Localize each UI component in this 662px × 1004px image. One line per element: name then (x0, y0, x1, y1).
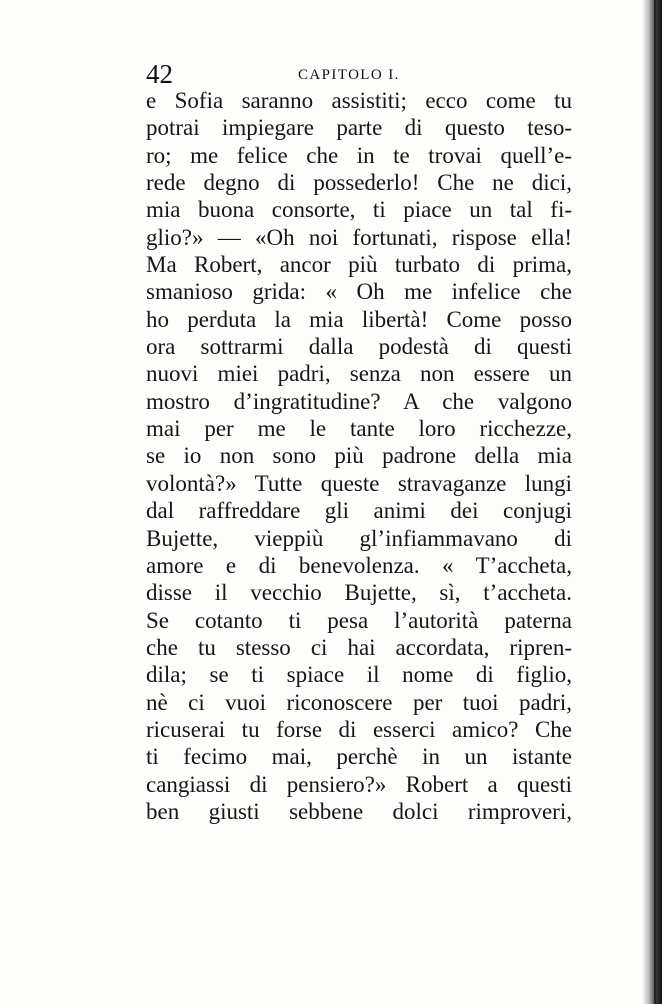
text-line: smanioso grida: « Oh me infelice che (146, 279, 572, 305)
text-line: ro; me felice che in te trovai quell’e- (146, 142, 572, 168)
text-line: mai per me le tante loro ricchezze, (146, 416, 572, 442)
text-line: e Sofia saranno assistiti; ecco come tu (146, 88, 572, 113)
text-line: rede degno di possederlo! Che ne dici, (146, 170, 572, 196)
text-line: ora sottrarmi dalla podestà di questi (146, 334, 572, 360)
text-line: Bujette, vieppiù gl’infiammavano di (146, 525, 572, 551)
text-line: mia buona consorte, ti piace un tal fi- (146, 197, 572, 223)
text-line: dal raffreddare gli animi dei conjugi (146, 498, 572, 524)
text-line: glio?» — «Oh noi fortunati, rispose ella! (146, 224, 572, 250)
text-line: se io non sono più padrone della mia (146, 443, 572, 469)
text-line: nuovi miei padri, senza non essere un (146, 361, 572, 387)
body-text (146, 87, 572, 825)
text-line: ho perduta la mia libertà! Come posso (146, 306, 572, 332)
text-line: che tu stesso ci hai accordata, ripren- (146, 634, 572, 660)
page-edge-line (654, 0, 656, 1004)
text-line: volontà?» Tutte queste stravaganze lungi (146, 470, 572, 496)
text-line: disse il vecchio Bujette, sì, t’accheta. (146, 580, 572, 606)
text-line: amore e di benevolenza. « T’accheta, (146, 552, 572, 578)
text-line: nè ci vuoi riconoscere per tuoi padri, (146, 689, 572, 715)
page-edge-shadow (642, 0, 662, 1004)
text-line: ti fecimo mai, perchè in un istante (146, 744, 572, 770)
running-head: CAPITOLO I. (298, 67, 400, 83)
text-line: potrai impiegare parte di questo teso- (146, 115, 572, 141)
text-line: dila; se ti spiace il nome di figlio, (146, 662, 572, 688)
text-line: Se cotanto ti pesa l’autorità paterna (146, 607, 572, 633)
text-line: mostro d’ingratitudine? A che valgono (146, 388, 572, 414)
text-line: Ma Robert, ancor più turbato di prima, (146, 252, 572, 278)
text-line: ben giusti sebbene dolci rimproveri, (146, 798, 572, 824)
page-number: 42 (146, 59, 173, 89)
page-header (146, 58, 576, 90)
text-line: ricuserai tu forse di esserci amico? Che (146, 716, 572, 742)
text-line: cangiassi di pensiero?» Robert a questi (146, 771, 572, 797)
